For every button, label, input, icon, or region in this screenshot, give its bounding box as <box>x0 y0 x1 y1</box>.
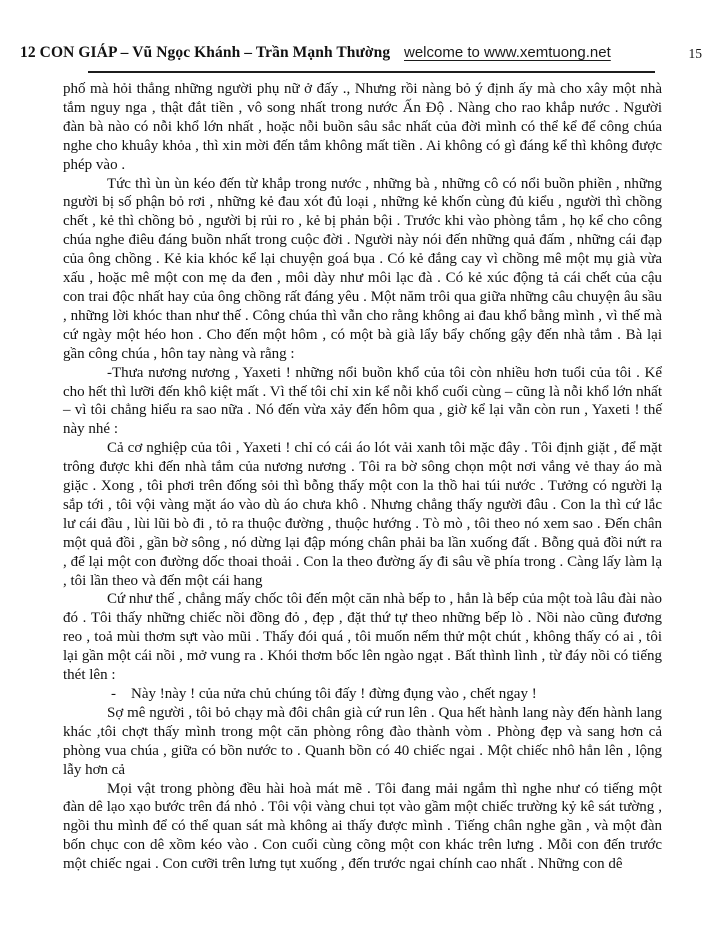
paragraph: Cả cơ nghiệp của tôi , Yaxeti ! chỉ có cái áo lót vải xanh tôi mặc đây . Tôi định giặt , để mặt trông được khi đến nhà tắm của nương nương . Tôi ra bờ sông chọn một nơi vắng vẻ thay áo mà giặc . Xong , tôi phơi trên đống sỏi thì bỗng thấy một con la thồ hai túi nước . Tưởng có người lạ sắp tới , tôi vội vàng mặt áo vào dù áo chưa khô . Nhưng chẳng thấy người đâu . Con la thì cứ lắc lư cái đầu , lùi lũi bò đi , tỏ ra thuộc đường , thuộc hướng . Tò mò , tôi theo nó xem sao . Đến chân một quả đồi , gần bờ sông , nó dừng lại đập móng chân phải ba lần xuống đất . Bỗng quả đồi nứt ra , để lại một con đường dốc thoai thoải . Con la theo đường ấy đi sâu về phía trong . Càng lấy làm lạ , tôi lần theo và đến một cái hang <box>63 440 662 589</box>
book-title: 12 CON GIÁP – Vũ Ngọc Khánh – Trần Mạnh Thường <box>20 44 391 61</box>
body-text <box>63 80 662 874</box>
dialogue-line: - Này !này ! của nửa chủ chúng tôi đấy ! đừng đụng vào , chết ngay ! <box>111 686 537 702</box>
page-number: 15 <box>688 46 702 61</box>
paragraph: phố mà hỏi thẳng những người phụ nữ ở đấy ., Nhưng rồi nàng bỏ ý định ấy mà cho xây một nhà tắm nguy nga , thật đắt tiền , vô song nhất trong nước Ấn Độ . Nàng cho rao khắp nước . Người đàn bà nào có nỗi khổ lớn nhất , hoặc nỗi buồn sâu sắc nhất của đời mình có thể kể để công chúa nghe cho khuây khỏa , thì xin mời đến tắm không mất tiền . Ai không có gì đáng kể thì không được phép vào . <box>63 81 662 173</box>
header-divider <box>88 71 655 73</box>
paragraph: Sợ mê người , tôi bỏ chạy mà đôi chân già cứ run lên . Qua hết hành lang này đến hành lang khác ,tôi chợt thấy mình trong một căn phòng rông đào thành vòm . Phòng đẹp và sang hơn cả phòng vua chúa , giữa có bồn nước to . Quanh bồn có 40 chiếc ngai . Một chiếc nhô hẳn lên , lộng lẫy hơn cả <box>63 704 662 778</box>
paragraph: Tức thì ùn ùn kéo đến từ khắp trong nước , những bà , những cô có nổi buồn phiền , những người bị số phận bỏ rơi , những kẻ đau xót đủ loại , những kẻ khốn cùng đủ kiểu , người thì chồng chết , kẻ thì chồng bỏ , người bị rủi ro , kẻ bị phản bội . Trước khi vào phòng tắm , họ kể cho công chúa nghe điêu đáng buồn nhất trong cuộc đời . Người này nói đến những quả đấm , những cái đạp của ông chồng . Kẻ kia khóc kể lại chuyện goá bụa . Có kẻ đắng cay vì chồng mê một mụ già vừa xấu , hoặc mê một con mẹ da đen , môi dày như môi lạc đà . Có kẻ xúc động tả cái chết của cậu con trai độc nhất hay của ông chồng rất đáng yêu . Một năm trôi qua giữa những câu chuyện âu sầu , những lời khóc than như thế . Công chúa thì vẫn cho rằng không ai đau khổ bằng mình , vì thế mà cứ ngày một héo hon . Cho đến một hôm , có một bà già lẩy bẩy chống gậy đến nhà tắm . Bà lại gần công chúa , hôn tay nàng và rằng : <box>63 175 662 362</box>
paragraph: Cứ như thế , chẳng mấy chốc tôi đến một căn nhà bếp to , hẳn là bếp của một toà lâu đài nào đó . Tôi thấy những chiếc nồi đồng đỏ , đẹp , đặt thứ tự theo những bếp lò . Nồi nào cũng đương reo , toả mùi thơm sựt vào mũi . Thấy đói quá , tôi muốn nếm thử một chút , không thấy có ai , tôi lại gần một cái nồi , mở vung ra . Khói thơm bốc lên ngào ngạt . Bất thình lình , từ đáy nồi có tiếng thét lên : <box>63 591 662 684</box>
website-link[interactable]: welcome to www.xemtuong.net <box>404 44 611 61</box>
page-header <box>0 0 723 78</box>
paragraph: -Thưa nương nương , Yaxeti ! những nổi buồn khổ của tôi còn nhiều hơn tuổi của tôi . Kể cho hết thì lưỡi đến khô kiệt mất . Vì thế tôi chỉ xin kể nỗi khổ cuối cùng – cũng là nỗi khổ lớn nhất – vì tôi chẳng hiểu ra sao nữa . Nó đến vừa xảy đến hôm qua , giờ kể lại vẫn còn run , Yaxeti ! thế này nhé : <box>63 364 662 438</box>
paragraph: Mọi vật trong phòng đều hài hoà mát mẽ . Tôi đang mải ngắm thì nghe như có tiếng một đàn dê lạo xạo bước trên đá nhỏ . Tôi vội vàng chui tọt vào gầm một chiếc trường kỷ kê sát tường , ngồi thu mình để có thể quan sát mà không ai thấy được mình . Tiếng chân nghe gần , và một đàn bốn chục con dê xồm kéo vào . Con cuối cùng cõng một con khác trên lưng . Mỗi con đến trước một chiếc ngai . Con cưỡi trên lưng tụt xuống , đến trước ngai chính cao nhất . Những con dê <box>63 780 662 873</box>
